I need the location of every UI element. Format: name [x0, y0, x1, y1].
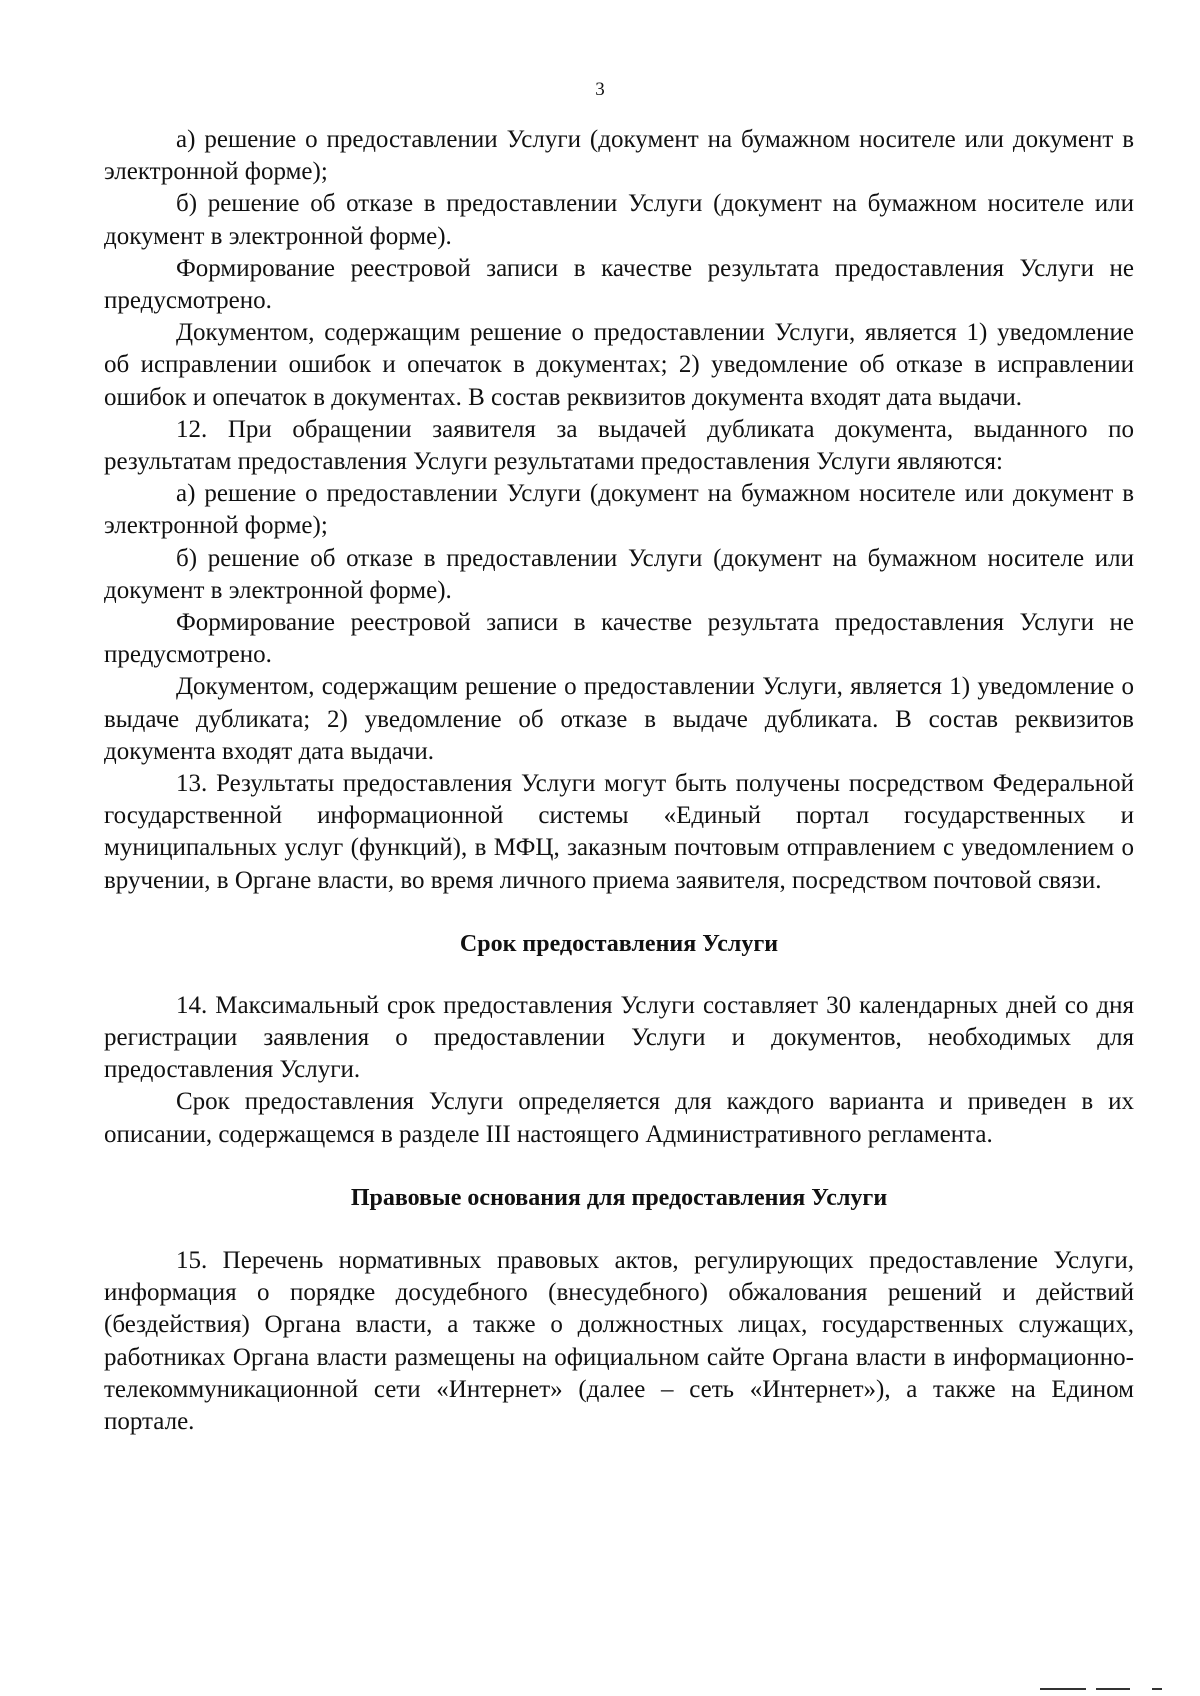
paragraph-duplicate-decision-document: Документом, содержащим решение о предоставлении Услуги, является 1) уведомление о выдаче дубликата; 2) уведомление об отказе в выдаче дубликата. В состав реквизитов документа входят дата выдачи.	[104, 673, 1134, 765]
paragraph-item-13: 13. Результаты предоставления Услуги могут быть получены посредством Федеральной государственной информационной системы «Единый портал государственных и муниципальных услуг (функций), в МФЦ, заказным почтовым отправлением с уведомлением о вручении, в Органе власти, во время личного приема заявителя, посредством почтовой связи.	[104, 770, 1134, 894]
paragraph-item-14: 14. Максимальный срок предоставления Услуги составляет 30 календарных дней со дня регистрации заявления о предоставлении Услуги и документов, необходимых для предоставления Услуги.	[104, 991, 1134, 1084]
paragraph-duplicate-b: б) решение об отказе в предоставлении Услуги (документ на бумажном носителе или документ в электронной форме).	[104, 544, 1134, 604]
paragraph-item-15: 15. Перечень нормативных правовых актов, регулирующих предоставление Услуги, информация о порядке досудебного (внесудебного) обжалования решений и действий (бездействия) Органа власти, а также о должностных лицах, государственных служащих, работниках Органа власти размещены на официальном сайте Органа власти в информационно-телекоммуникационной сети «Интернет» (далее – сеть «Интернет»), а также на Едином портале.	[104, 1246, 1134, 1435]
paragraph-decision-document: Документом, содержащим решение о предоставлении Услуги, является 1) уведомление об исправлении ошибок и опечаток в документах; 2) уведомление об отказе в исправлении ошибок и опечаток в документах. В состав реквизитов документа входят дата выдачи.	[104, 319, 1134, 411]
scan-edge-marks	[1040, 1684, 1180, 1690]
paragraph-result-a: а) решение о предоставлении Услуги (документ на бумажном носителе или документ в электронной форме);	[104, 126, 1134, 186]
document-body	[104, 124, 1134, 1438]
paragraph-registry-note: Формирование реестровой записи в качестве результата предоставления Услуги не предусмотрено.	[104, 254, 1134, 315]
paragraph-item-12: 12. При обращении заявителя за выдачей дубликата документа, выданного по результатам предоставления Услуги результатами предоставления Услуги являются:	[104, 415, 1134, 476]
page-number: 3	[595, 79, 605, 100]
paragraph-duplicate-registry-note: Формирование реестровой записи в качестве результата предоставления Услуги не предусмотрено.	[104, 609, 1134, 669]
section-heading-service-term: Срок предоставления Услуги	[459, 930, 779, 957]
paragraph-duplicate-a: а) решение о предоставлении Услуги (документ на бумажном носителе или документ в электронной форме);	[104, 480, 1134, 540]
paragraph-term-variants: Срок предоставления Услуги определяется для каждого варианта и приведен в их описании, содержащемся в разделе III настоящего Административного регламента.	[104, 1088, 1134, 1148]
paragraph-result-b: б) решение об отказе в предоставлении Услуги (документ на бумажном носителе или документ в электронной форме).	[104, 190, 1134, 250]
section-heading-legal-grounds: Правовые основания для предоставления Услуги	[350, 1184, 888, 1211]
